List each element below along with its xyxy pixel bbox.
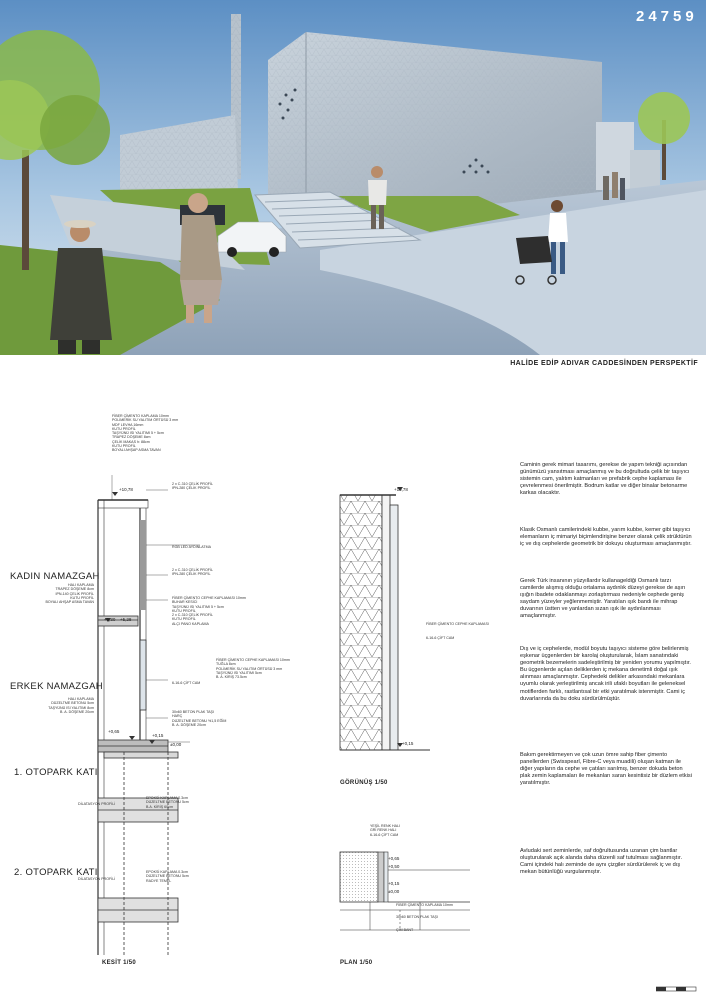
annotation: B. A. DÖŞEME 20cm [60,709,94,714]
annotation: KUTU PROFİL [172,608,196,613]
level-kadin-b: +5,28 [120,617,132,622]
paragraph-3: Gerek Türk insanının yüzyıllardır kullanageldiği Osmanlı tarzı camilerde alışmış olduğu ortalama aydınlık düzeyi gerekse de aşırı ışığın ibadete odaklanmayı zorlaştırması nedeniyle cephede geniş saydam yüzeyler yeğlenmemiştir. Yaratılan ışık bandı ile mihrap duvarının üstten ve yanlardan sızan ışık ile aydınlanması amaçlanmıştır. [520,578,686,620]
paragraph-2: Klasik Osmanlı camilerindeki kubbe, yarım kubbe, kemer gibi taşıyıcı elemanların iç mimariyi biçimlendirişine benzer olarak çelik strüktürün iç ve dış cephelerde geometrik bir dokuyu oluşturması amaçlanmıştır. [520,527,692,548]
annotation: RADYE TEMEL [146,878,172,883]
floor-label-park1: 1. OTOPARK KATI [14,767,98,778]
elevation-drawing [330,465,440,755]
plan-title: PLAN 1/50 [340,960,373,966]
annotation: YEŞİL RENK HALI [370,824,401,828]
floor-label-kadin: KADIN NAMAZGAH [10,571,100,582]
plan-level-d: ±0,00 [388,889,400,894]
plan-level-b: +0,50 [388,864,400,869]
section-title: KESİT 1/50 [102,960,137,966]
elevation-annotations [426,622,489,641]
section-annotations-5 [172,710,226,727]
annotation: ÇELİK MAKAS h: 88cm [112,439,150,444]
annotation: KUTU PROFİL [172,617,196,622]
annotation: 30x60 BETON PLAK TAŞI [396,915,438,920]
annotation: IPN-280 ÇELİK PROFİL [172,486,211,491]
scale-bar [656,985,698,993]
perspective-render [0,0,706,355]
annotation: IPN-280 ÇELİK PROFİL [172,572,211,577]
floor-label-erkek: ERKEK NAMAZGAH [10,681,103,692]
floor-label-park2: 2. OTOPARK KATI [14,867,98,878]
section-top-annotations [112,414,178,453]
paragraph-1: Caminin gerek mimari tasarımı, gerekse de yapım tekniği açısından günümüzü yansıtması amaçlanmış ve bu doğrultuda çelik bir taşıyıcı sistemin cam, yalıtım katmanları ve prefabrik cephe kaplaması ile çevrelenmesi önerilmiştir. Bodrum katlar ve diğer binalar betonarme karkas olacaktır. [520,462,690,497]
level-kadin-a: +5,30 [104,617,116,622]
annotation: TAŞYÜNÜ ISI YALITIMI 5 + 5cm [172,604,224,609]
annotation: 30x60 BETON PLAK TAŞI [172,710,214,714]
annotation: BOYALI AHŞAP ASMA TAVAN [112,448,161,453]
annotation: TRAPEZ DÖŞEME 8cm [55,587,94,592]
annotation: POLİMERİK SU YALITIM ÖRTÜSÜ 3 mm [216,666,283,671]
level-erkek-b: +0,15 [152,733,164,738]
section-drawing [0,380,330,980]
annotation: BOYALI AHŞAP ASMA TAVAN [45,600,94,605]
annotation: 2 x C-310 ÇELİK PROFİL [172,568,213,572]
level-erkek-c: ±0,00 [170,742,182,747]
plan-level-a: +0,65 [388,856,400,861]
rgb-led-label: RGB LED AYDINLATMA [172,545,212,549]
hero-caption: HALİDE EDİP ADIVAR CADDESİNDEN PERSPEKTİF [510,360,698,367]
annotation: KUTU PROFİL [112,444,136,449]
elevation-level-bottom: +0,15 [402,741,414,746]
annotation: HALI KAPLAMA [68,697,94,701]
dilatation-label-1: DİLATASYON PROFİLİ [78,802,116,806]
annotation: TAŞYÜNÜ ISI YALITIMI 5cm [216,670,262,675]
annotation: POLİMERİK SU YALITIM ÖRTÜSÜ 3 mm [112,418,179,423]
annotation: TRAPEZ DÖŞEME 8cm [112,435,151,440]
elevation-level-top: +10,78 [394,487,408,492]
annotation: HARÇ [172,714,183,719]
annotation: DÜZELTME BETONU 5cm [146,800,189,805]
annotation: DÜZELTME BETONU 5cm [146,874,189,879]
park2-annotations [146,870,189,883]
paragraph-6: Avludaki sert zeminlerde, saf doğrultusunda uzanan çim bantlar oluşturularak açık alanda daha düzenli saf tutulması sağlanmıştır. Cami içindeki halı zeminde de aynı çizgiler sürdürülerek iç ve dış mekan bütünlüğü vurgulanmıştır. [520,848,682,876]
annotation: 6-16-6 ÇİFT CAM [426,636,455,641]
section-annotations-2 [172,568,213,577]
erkek-annotations [44,697,94,714]
annotation: TAŞYÜNÜ ISI YALITIMI 5 + 5cm [112,431,164,436]
annotation: EPOKSİ KAPLAMA 0.3cm [146,870,188,874]
annotation: 2 x C-310 ÇELİK PROFİL [172,613,213,618]
park1-annotations [146,796,189,809]
dilatation-label-2: DİLATASYON PROFİLİ [78,877,116,881]
kadin-annotations [44,583,94,604]
annotation: TAŞYÜNÜ ISI YALITIMI 8cm [48,705,94,710]
annotation: FİBER ÇİMENTO CEPHE KAPLAMASI 10mm [172,596,246,600]
annotation: BUHAR KESİCİ [172,600,198,605]
elevation-title: GÖRÜNÜŞ 1/50 [340,780,388,786]
sheet-number: 24759 [636,8,698,25]
section-annotations-4 [216,658,290,679]
annotation: TUĞLA 8cm [216,662,236,667]
annotation: B. A. KİRİŞ 73.5cm [216,675,247,680]
annotation: 2 x C-310 ÇELİK PROFİL [172,482,213,486]
annotation: DÜZELTME BETONU %1,5 EĞİM [172,718,227,723]
plan-bottom-annotations [396,903,453,932]
annotation: EPOKSİ KAPLAMA 0.3cm [146,796,188,800]
paragraph-5: Bakım gerektirmeyen ve çok uzun ömre sahip fiber çimento panellerden (Swisspearl, Fibre-C veya muadili) oluşan katman ile diğer yapıların da cephe ve çatıları sarılmış, benzer dokuda beton plak zemin kaplamaları ile mekanları saran kesintisiz bir düzlem etkisi yaratılmıştır. [520,752,692,787]
annotation: KUTU PROFİL [112,426,136,431]
annotation: IPN-140 ÇELİK PROFİL [55,591,94,596]
annotation: GRİ RENK HALI [370,828,397,833]
annotation: FİBER ÇİMENTO CEPHE KAPLAMASI [426,622,489,626]
annotation: B. A. DÖŞEME 20cm [172,722,206,727]
plan-level-c: +0,15 [388,881,400,886]
glass-label: 6-16-6 ÇİFT CAM [172,681,201,685]
level-top: +10,78 [119,487,133,492]
plan-annotations [370,824,400,837]
annotation: HALI KAPLAMA [68,583,94,587]
section-annotations-1 [172,482,213,491]
annotation: DÜZELTME BETONU 5cm [51,701,94,706]
level-erkek-a: +0,65 [108,729,120,734]
annotation: FİBER ÇİMENTO KAPLAMA 10mm [112,414,169,418]
annotation: FİBER ÇİMENTO CEPHE KAPLAMASI 10mm [216,658,290,662]
annotation: ÇİM BANT [396,927,414,932]
hero-perspective [0,0,706,355]
annotation: MDF LEVHA 16mm [112,422,144,427]
paragraph-4: Dış ve iç cephelerde, modül boyutu taşıyıcı sisteme göre belirlenmiş eşkenar üçgenlerden bir karolaj oluşturularak, İslam sanatındaki geometrik bezemelerin sadeleştirilmiş bir yeniden yorumu yapılmıştır. Bu üçgenlerde açılan deliklerden iç mekana denetimli doğal ışık alınması amaçlanmıştır. Cephedeki delikler arkasındaki mekanlara uyumlu olarak yerleştirilmiş ancak irili ufaklı boyutları ile geleneksel motiflerden farklı, rastlantısal bir etki yaratılmak istenmiştir. Cami iç duvarlarında da bu doku sürdürülmüştür. [520,646,691,702]
annotation: KUTU PROFİL [70,595,94,600]
annotation: B.A. KİRİŞ 60cm [146,804,173,809]
annotation: FİBER ÇİMENTO KAPLAMA 10mm [396,903,453,907]
section-annotations-3 [172,596,246,626]
annotation: 6-16-6 ÇİFT CAM [370,832,399,837]
annotation: ALÇI PANO KAPLAMA [172,621,209,626]
